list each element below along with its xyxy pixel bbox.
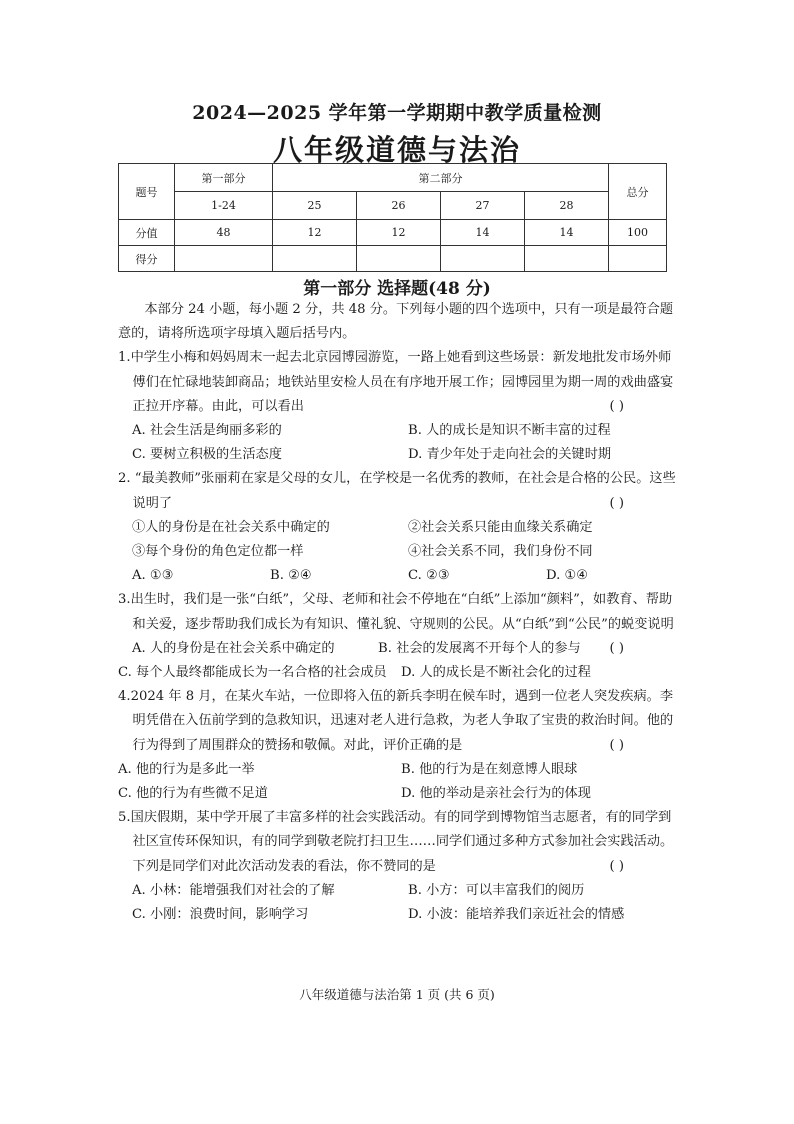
option-a: A. 他的行为是多此一举 [118, 761, 255, 777]
answer-paren[interactable]: ( ) [609, 737, 624, 753]
question-stem: 4.2024 年 8 月，在某火车站，一位即将入伍的新兵李明在候车时，遇到一位老人突发疾病。李明凭借在入伍前学到的急救知识，迅速对老人进行急救，为老人争取了宝贵的救治时间。他的行为得到了周围群众的赞扬和敬佩。对此，评价正确的是 ( ) [118, 685, 684, 758]
got-row-label: 得分 [119, 246, 175, 272]
question-stem: 2. “最美教师”张丽莉在家是父母的女儿，在学校是一名优秀的教师，在社会是合格的公民。这些说明了 ( ) [118, 467, 684, 515]
option-a: A. 社会生活是绚丽多彩的 [132, 423, 282, 439]
option-d: D. 青少年处于走向社会的关键时期 [408, 447, 612, 463]
option-a: A. 小林：能增强我们对社会的了解 [132, 882, 335, 898]
header-total: 总分 [609, 164, 667, 220]
got-cell[interactable] [525, 246, 609, 272]
statements-row [118, 516, 684, 540]
question-stem: 3.出生时，我们是一张“白纸”，父母、老师和社会不停地在“白纸”上添加“颜料”，如教育、帮助和关爱，逐步帮助我们成长为有知识、懂礼貌、守规则的公民。从“白纸”到“公民”的蜕变说明 ( ) [118, 588, 684, 636]
options-row [118, 661, 684, 685]
options-row [118, 879, 684, 903]
statements-row [118, 540, 684, 564]
score-table [118, 163, 667, 272]
score-value: 14 [525, 220, 609, 246]
score-row-label: 分值 [119, 220, 175, 246]
option-a: A. ①③ [132, 568, 174, 584]
option-b: B. 社会的发展离不开每个人的参与 [378, 640, 581, 656]
got-cell[interactable] [175, 246, 273, 272]
got-cell[interactable] [357, 246, 441, 272]
question-3 [118, 588, 684, 685]
options-row [118, 443, 684, 467]
section-title: 第一部分 选择题(48 分) [303, 279, 491, 299]
option-b: B. ②④ [270, 568, 312, 584]
score-value: 12 [357, 220, 441, 246]
option-b: B. 他的行为是在刻意博人眼球 [401, 761, 578, 777]
sub-header: 28 [525, 192, 609, 220]
option-d: D. ①④ [546, 568, 589, 584]
question-1 [118, 346, 684, 467]
option-d: D. 人的成长是不断社会化的过程 [401, 665, 591, 681]
option-c: C. 小刚：浪费时间，影响学习 [132, 907, 309, 923]
option-c: C. ②③ [408, 568, 450, 584]
sub-header: 1-24 [175, 192, 273, 220]
question-2 [118, 467, 684, 588]
exam-title: 2024—2025 学年第一学期期中教学质量检测 [192, 102, 602, 124]
option-b: B. 小方：可以丰富我们的阅历 [408, 882, 585, 898]
section-intro: 本部分 24 小题，每小题 2 分，共 48 分。下列每小题的四个选项中，只有一项是最符合题意的，请将所选项字母填入题后括号内。 [118, 302, 674, 342]
got-cell[interactable] [609, 246, 667, 272]
answer-paren[interactable]: ( ) [609, 398, 624, 414]
options-row [118, 564, 684, 588]
question-5 [118, 806, 684, 927]
question-stem: 1.中学生小梅和妈妈周末一起去北京园博园游览，一路上她看到这些场景：新发地批发市场外师傅们在忙碌地装卸商品；地铁站里安检人员在有序地开展工作；园博园里为期一周的戏曲盛宴正拉开序幕。由此，可以看出 ( ) [118, 346, 684, 419]
question-stem: 5.国庆假期，某中学开展了丰富多样的社会实践活动。有的同学到博物馆当志愿者，有的同学到社区宣传环保知识，有的同学到敬老院打扫卫生……同学们通过多种方式参加社会实践活动。下列是同学们对此次活动发表的看法，你不赞同的是 ( ) [118, 806, 684, 879]
header-part2: 第二部分 [273, 164, 609, 192]
options-row [118, 782, 684, 806]
option-b: B. 人的成长是知识不断丰富的过程 [408, 423, 611, 439]
options-row [118, 758, 684, 782]
statement-2: ②社会关系只能由血缘关系确定 [408, 519, 593, 535]
question-4 [118, 685, 684, 806]
score-value: 100 [609, 220, 667, 246]
statement-4: ④社会关系不同，我们身份不同 [408, 544, 593, 560]
option-c: C. 每个人最终都能成长为一名合格的社会成员 [118, 665, 387, 681]
score-value: 12 [273, 220, 357, 246]
options-row [118, 903, 684, 927]
header-part1: 第一部分 [175, 164, 273, 192]
sub-header: 25 [273, 192, 357, 220]
statement-3: ③每个身份的角色定位都一样 [132, 544, 304, 560]
got-cell[interactable] [273, 246, 357, 272]
sub-header: 26 [357, 192, 441, 220]
option-a: A. 人的身份是在社会关系中确定的 [132, 640, 335, 656]
answer-paren[interactable]: ( ) [609, 858, 624, 874]
got-cell[interactable] [441, 246, 525, 272]
score-value: 48 [175, 220, 273, 246]
option-c: C. 他的行为有些微不足道 [118, 786, 268, 802]
score-value: 14 [441, 220, 525, 246]
option-d: D. 小波：能培养我们亲近社会的情感 [408, 907, 625, 923]
sub-header: 27 [441, 192, 525, 220]
subject-title: 八年级道德与法治 [272, 133, 521, 167]
options-row [118, 637, 624, 661]
answer-paren[interactable]: ( ) [609, 640, 624, 656]
options-row [118, 419, 684, 443]
question-content [118, 298, 684, 927]
answer-paren[interactable]: ( ) [609, 495, 624, 511]
header-question-no: 题号 [119, 164, 175, 220]
page-footer: 八年级道德与法治第 1 页 (共 6 页) [299, 987, 495, 1002]
option-c: C. 要树立积极的生活态度 [132, 447, 282, 463]
statement-1: ①人的身份是在社会关系中确定的 [132, 519, 330, 535]
option-d: D. 他的举动是亲社会行为的体现 [401, 786, 591, 802]
